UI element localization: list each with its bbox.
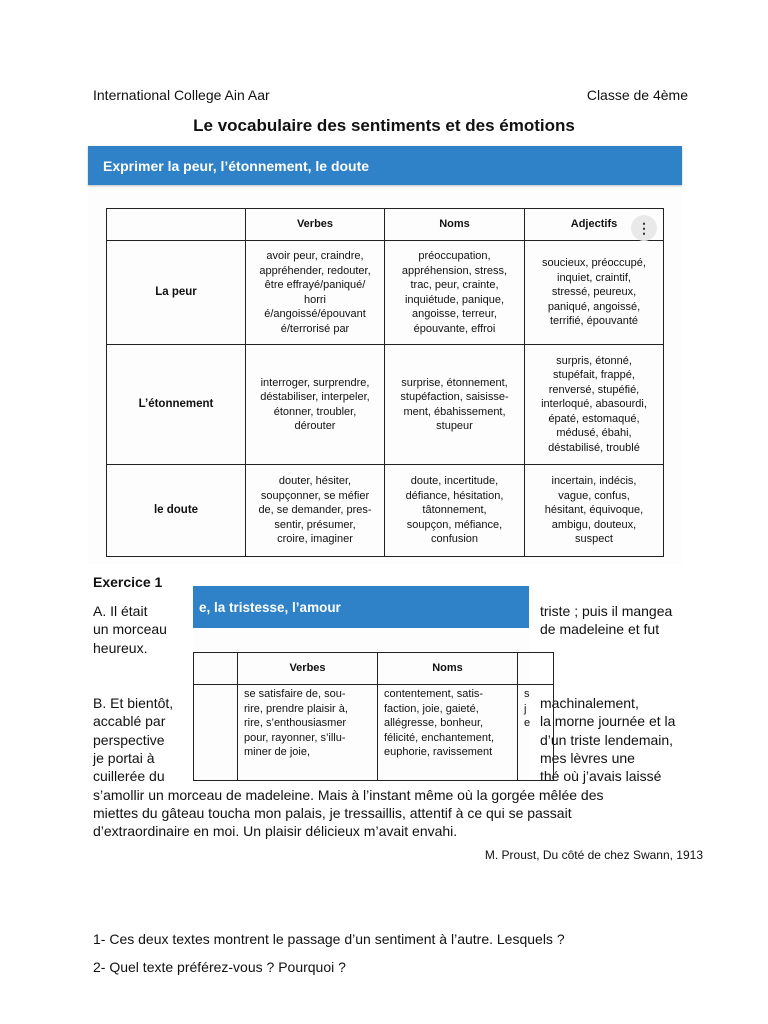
cell-line: se satisfaire de, sou- [244, 688, 346, 700]
cell-line: inquiet, craintif, [557, 271, 631, 284]
cell-line: inquiétude, panique, [404, 293, 505, 306]
cell-line: renversé, stupéfié, [548, 383, 640, 396]
cell-line: stupeur [436, 420, 473, 432]
table-banner: Exprimer la peur, l’étonnement, le doute [88, 146, 682, 185]
cell-noms [385, 465, 525, 557]
school-name: International College Ain Aar [93, 87, 270, 103]
cell-line: e [524, 717, 531, 729]
cell-line: soucieux, préoccupé, [542, 257, 646, 270]
cell-line: contentement, satis- [384, 688, 484, 700]
cell-verbes [246, 465, 385, 557]
cell-line: rire, prendre plaisir à, [244, 702, 348, 715]
text-line: d’un triste lendemain, [540, 731, 674, 748]
cell-line: épouvante, effroi [413, 322, 496, 335]
text-line: perspective [93, 731, 165, 748]
cell-line: vague, confus, [558, 489, 630, 502]
column-header: Verbes [238, 653, 378, 685]
text-line: B. Et bientôt, [93, 695, 174, 711]
cell-line: é/angoissé/épouvant [264, 308, 366, 320]
cell-line: médusé, ébahi, [556, 427, 632, 440]
text-a-left [93, 602, 167, 657]
cell-line: dérouter [294, 420, 336, 432]
text-line: triste ; puis il mangea [540, 603, 673, 619]
cell-verbes [246, 241, 385, 345]
text-line: machinalement, [540, 695, 639, 711]
cell-line: défiance, hésitation, [405, 489, 504, 502]
cell-line: rire, s’enthousiasmer [244, 717, 347, 729]
question-2: 2- Quel texte préférez-vous ? Pourquoi ? [93, 959, 346, 975]
cell-line: avoir peur, craindre, [266, 250, 364, 262]
table-header-row [107, 209, 664, 241]
question-1: 1- Ces deux textes montrent le passage d’un sentiment à l’autre. Lesquels ? [93, 931, 565, 947]
table-row [107, 465, 664, 557]
cell-line: stupéfaction, saisisse- [400, 391, 509, 403]
cell-line: stressé, peureux, [551, 286, 637, 299]
table-header-row [194, 653, 554, 685]
cell-line: félicité, enchantement, [384, 731, 495, 744]
cell-verbes [246, 345, 385, 465]
kebab-icon[interactable]: ⋮ [631, 215, 657, 241]
cell-line: hésitant, équivoque, [544, 504, 644, 517]
text-line: A. Il était [93, 603, 148, 619]
table-row [107, 241, 664, 345]
text-a-right [540, 602, 672, 639]
cell-line: douter, hésiter, [278, 475, 352, 488]
cell-line: paniqué, angoissé, [547, 300, 641, 313]
cell-line: euphorie, ravissement [384, 746, 493, 758]
text-b-left [93, 694, 173, 785]
cell-line: surprise, étonnement, [401, 376, 508, 389]
cell-line: tâtonnement, [422, 504, 487, 517]
cell-line: soupçon, méfiance, [406, 518, 503, 531]
cell-line: trac, peur, crainte, [410, 279, 499, 291]
cell-adjectifs [525, 465, 664, 557]
cell-line: ambigu, douteux, [551, 518, 637, 531]
cell-line: stupéfait, frappé, [553, 369, 635, 382]
cell-line: appréhender, redouter, [259, 264, 371, 277]
column-header: Verbes [246, 209, 385, 241]
cell-line: étonner, troubler, [273, 405, 357, 418]
cell-line: appréhension, stress, [401, 264, 508, 277]
cell-noms [385, 345, 525, 465]
column-header [107, 209, 246, 241]
source-citation: M. Proust, Du côté de chez Swann, 1913 [484, 848, 703, 862]
cell-line: s [524, 688, 530, 700]
text-line: mes lèvres une [540, 749, 635, 766]
table-row [194, 685, 554, 781]
table-row [107, 345, 664, 465]
cell-verbes [238, 685, 378, 781]
cell-line: pour, rayonner, s’illu- [244, 731, 346, 744]
cell-line: être effrayé/paniqué/ [264, 279, 366, 291]
text-line: miettes du gâteau toucha mon palais, je tressaillis, attentif à ce qui se passait [93, 805, 572, 821]
cell-adjectifs [525, 241, 664, 345]
cell-line: allégresse, bonheur, [384, 717, 484, 729]
column-header: Noms [378, 653, 518, 685]
cell-partial [518, 685, 554, 781]
column-header: Noms [385, 209, 525, 241]
cell-line: faction, joie, gaieté, [384, 702, 479, 715]
cell-line: confusion [430, 533, 479, 546]
class-level: Classe de 4ème [586, 87, 688, 103]
column-header [518, 653, 554, 685]
text-line: je portai à [93, 749, 155, 766]
cell-line: incertain, indécis, [551, 475, 637, 488]
exercise-title: Exercice 1 [93, 574, 163, 590]
text-line: s’amollir un morceau de madeleine. Mais à l’instant même où la gorgée mêlée des [93, 787, 604, 803]
row-label: L’étonnement [107, 345, 246, 465]
row-label: La peur [107, 241, 246, 345]
joy-table-image [193, 586, 529, 780]
text-line: thé où j’avais laissé [540, 768, 662, 785]
cell-line: ment, ébahissement, [403, 405, 506, 418]
text-b-continuation [93, 786, 723, 840]
cell-line: terrifié, épouvanté [549, 315, 639, 328]
cell-line: interloqué, abasourdi, [541, 398, 647, 411]
cell-line: suspect [575, 533, 613, 546]
column-header [525, 209, 664, 241]
table-banner: e, la tristesse, l’amour [193, 586, 529, 628]
page-title: Le vocabulaire des sentiments et des émotions [193, 116, 575, 135]
cell-line: de, se demander, pres- [258, 504, 372, 517]
text-line: la morne journée et la [540, 713, 676, 730]
text-line: accablé par [93, 713, 166, 730]
cell-line: miner de joie, [244, 746, 311, 758]
cell-line: déstabilisé, troublé [548, 441, 640, 454]
text-line: de madeleine et fut [540, 621, 660, 638]
cell-line: interroger, surprendre, [260, 376, 370, 389]
text-line: heureux. [93, 639, 148, 656]
row-label: le doute [107, 465, 246, 557]
cell-empty [194, 685, 238, 781]
cell-line: sentir, présumer, [274, 518, 356, 531]
cell-line: soupçonner, se méfier [260, 489, 370, 502]
cell-line: doute, incertitude, [410, 475, 499, 488]
text-line: d’extraordinaire en moi. Un plaisir délicieux m’avait envahi. [93, 823, 458, 839]
vocabulary-table-image [88, 146, 682, 564]
cell-adjectifs [525, 345, 664, 465]
text-line: un morceau [93, 621, 167, 638]
cell-line: préoccupation, [418, 250, 491, 262]
cell-line: é/terrorisé par [280, 322, 350, 335]
joy-table [193, 652, 554, 781]
cell-noms [385, 241, 525, 345]
cell-noms [378, 685, 518, 781]
cell-line: j [524, 702, 527, 715]
cell-line: surpris, étonné, [556, 354, 632, 367]
cell-line: épaté, estomaqué, [548, 412, 640, 425]
column-header [194, 653, 238, 685]
vocabulary-table [106, 208, 664, 557]
cell-line: déstabiliser, interpeler, [260, 391, 370, 403]
text-b-right [540, 694, 675, 785]
text-line: cuillerée du [93, 768, 165, 785]
cell-line: croire, imaginer [277, 533, 353, 546]
cell-line: horri [303, 293, 326, 306]
column-header-label: Adjectifs [570, 218, 618, 231]
cell-line: angoisse, terreur, [412, 308, 497, 320]
